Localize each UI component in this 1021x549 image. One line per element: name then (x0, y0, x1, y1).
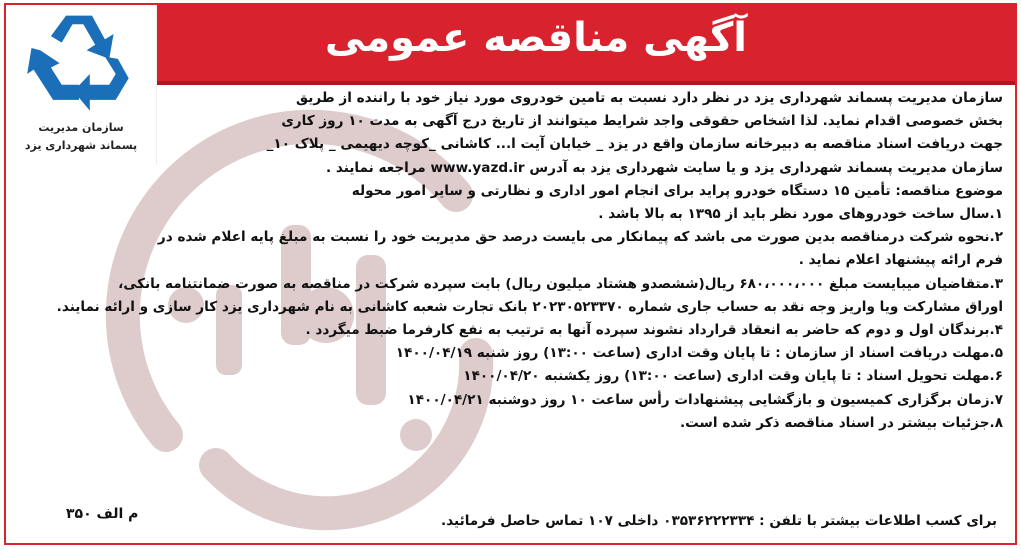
body-line: ۱.سال ساخت خودروهای مورد نظر باید از ۱۳۹۵ به بالا باشد . (598, 206, 1003, 223)
body-line: ۵.مهلت دریافت اسناد از سازمان : تا پایان وقت اداری (ساعت ۱۳:۰۰) روز شنبه ۱۴۰۰/۰۴/۱۹ (395, 345, 1003, 362)
contact-line: برای کسب اطلاعات بیشتر با تلفن : ۰۳۵۳۶۲۲۲۳۳۴ داخلی ۱۰۷ تماس حاصل فرمائید. (441, 513, 997, 529)
body-line: ۴.برندگان اول و دوم که حاضر به انعقاد قرارداد نشوند سپرده آنها به ترتیب به نفع کارفرما ضبط میگردد . (305, 322, 1003, 339)
body-line: موضوع مناقصه: تأمین ۱۵ دستگاه خودرو پراید برای انجام امور اداری و نظارتی و سایر امور محوله (351, 182, 1003, 199)
body-line: اوراق مشارکت ویا واریز وجه نقد به حساب جاری شماره ۲۰۲۳۰۵۲۳۳۷۰ بانک تجارت شعبه کاشانی به نام شهرداری یزد کار سازی و ارائه نمایند. (56, 298, 1003, 315)
body-line: ۲.نحوه شرکت درمناقصه بدین صورت می باشد که پیمانکار می بایست درصد حق مدیریت خود را نسبت به مبلغ پایه اعلام شده در (157, 229, 1003, 246)
recycle-icon (23, 7, 135, 115)
body-line: سازمان مدیریت پسماند شهرداری یزد در نظر دارد نسبت به تامین خودروی مورد نیاز خود با راننده از طریق (296, 90, 1003, 106)
logo-caption-line1: سازمان مدیریت (38, 121, 124, 134)
logo-caption-line2: پسماند شهرداری یزد (24, 139, 138, 152)
body-line: ۳.متقاضیان میبایست مبلغ ۶۸۰،۰۰۰،۰۰۰ ریال(ششصدو هشتاد میلیون ریال) بابت سپرده شرکت در مناقصه به صورت ضمانتنامه بانکی، (118, 275, 1003, 292)
ad-frame (4, 3, 1017, 545)
body-line: بخش خصوصی اقدام نماید. لذا اشخاص حقوقی واجد شرایط میتوانند از تاریخ درج آگهی به مدت ۱۰ روز کاری (281, 113, 1003, 130)
body-line: ۶.مهلت تحویل اسناد : تا پایان وقت اداری (ساعت ۱۳:۰۰) روز یکشنبه ۱۴۰۰/۰۴/۲۰ (463, 368, 1003, 385)
ad-code: م الف ۳۵۰ (66, 506, 139, 522)
body-line: فرم ارائه پیشنهاد اعلام نماید . (798, 252, 1003, 269)
page-title: آگهی مناقصه عمومی (324, 15, 747, 61)
header-banner (6, 5, 1015, 85)
body-line: جهت دریافت اسناد مناقصه به دبیرخانه سازمان واقع در یزد _ خیابان آیت ا... کاشانی _کوچه دیهیمی _ پلاک ۱۰_ (266, 136, 1003, 153)
logo-panel (6, 5, 157, 165)
body-line: ۸.جزئیات بیشتر در اسناد مناقصه ذکر شده است. (680, 414, 1003, 431)
body-line: ۷.زمان برگزاری کمیسیون و بازگشایی پیشنهادات رأس ساعت ۱۰ روز دوشنبه ۱۴۰۰/۰۴/۲۱ (407, 391, 1003, 408)
tender-body (56, 87, 1003, 435)
body-line: سازمان مدیریت پسماند شهرداری یزد و یا سایت شهرداری یزد به آدرس www.yazd.ir مراجعه نمایند . (326, 159, 1003, 176)
